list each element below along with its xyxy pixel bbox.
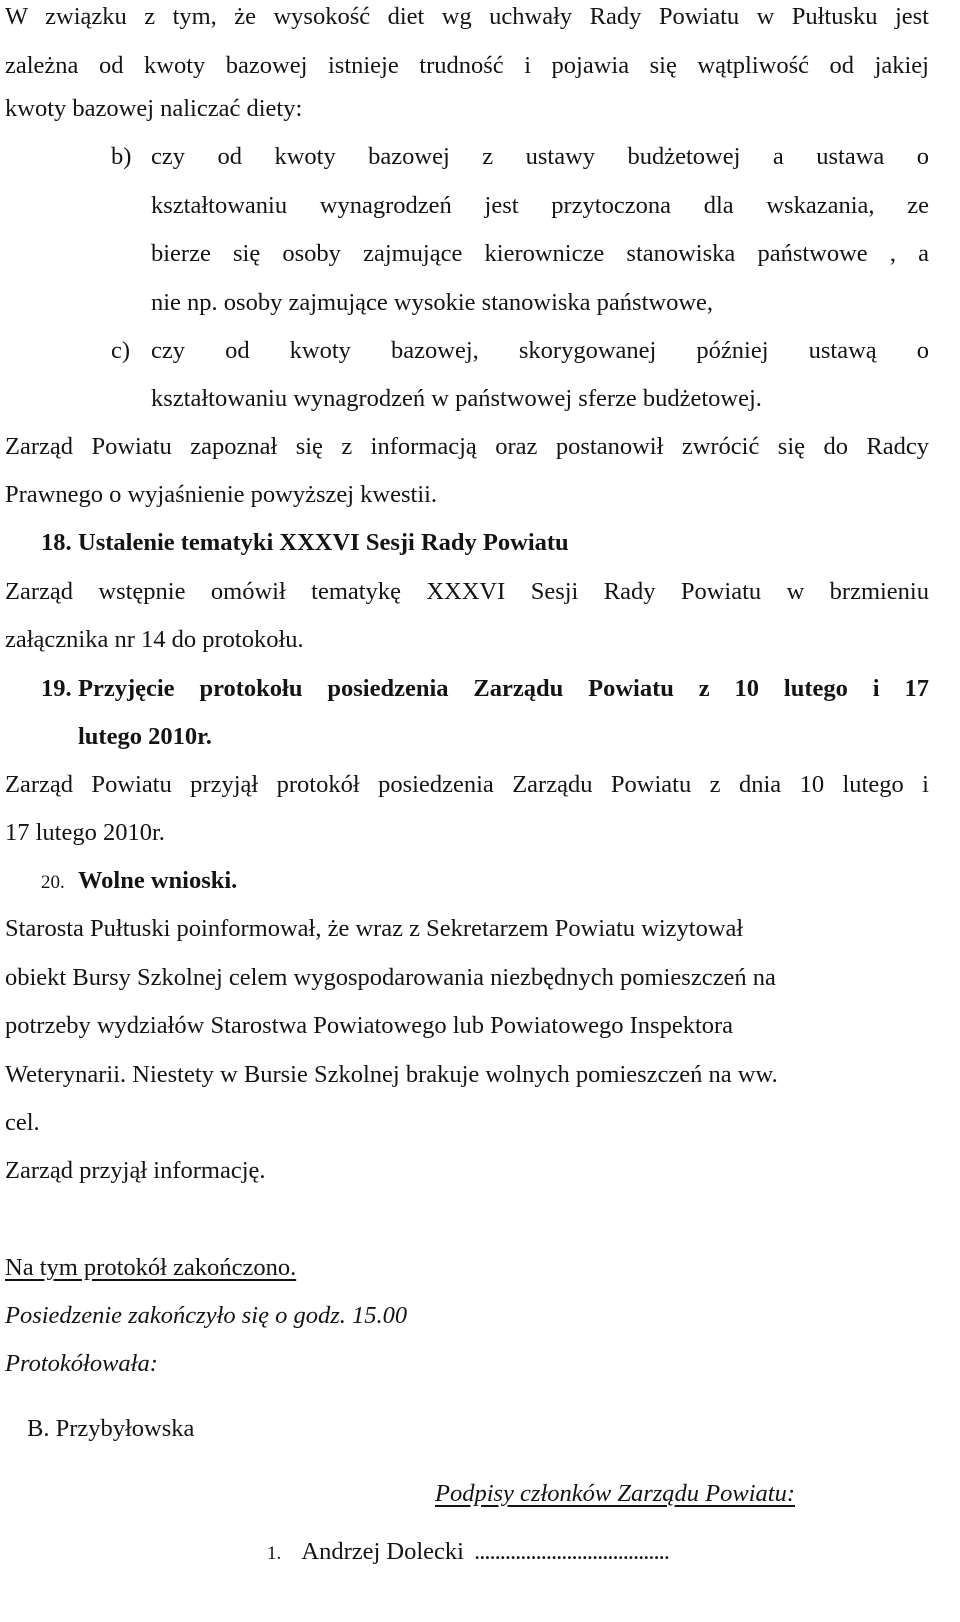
signature-entry [267,1537,929,1569]
list-marker-c: c) [111,337,131,364]
section-19-line-1: Zarząd Powiatu przyjął protokół posiedzenia Zarządu Powiatu z dnia 10 lutego i [5,771,929,798]
section-18-title: Ustalenie tematyki XXXVI Sesji Rady Powiatu [78,529,569,556]
meeting-ended-note: Na tym protokół zakończono. [5,1254,297,1281]
section-20-line-1: Starosta Pułtuski poinformował, że wraz z Sekretarzem Powiatu wizytował [5,915,744,942]
signature-entry-name: Andrzej Dolecki [301,1538,464,1565]
section-19-number: 19. [41,675,72,702]
section-20-number: 20. [41,872,65,893]
section-19-title-line-2: lutego 2010r. [78,723,212,750]
signature-entry-dots: ...................................... [474,1538,669,1565]
section-19-title-line-1: Przyjęcie protokołu posiedzenia Zarządu Powiatu z 10 lutego i 17 [78,675,929,702]
intro-line-2: zależna od kwoty bazowej istnieje trudność i pojawia się wątpliwość od jakiej [5,52,929,79]
section-19-line-2: 17 lutego 2010r. [5,819,165,846]
list-item-c-line-1: czy od kwoty bazowej, skorygowanej później ustawą o [151,337,929,364]
section-20-line-3: potrzeby wydziałów Starostwa Powiatowego lub Powiatowego Inspektora [5,1012,734,1039]
signature-entry-number: 1. [267,1543,282,1564]
section-20-line-5: cel. [5,1109,40,1136]
section-20-line-4: Weterynarii. Niestety w Bursie Szkolnej brakuje wolnych pomieszczeń na ww. [5,1061,778,1088]
list-item-b-line-3: bierze się osoby zajmujące kierownicze stanowiska państwowe , a [151,240,929,267]
list-item-c-line-2: kształtowaniu wynagrodzeń w państwowej sferze budżetowej. [151,385,762,412]
intro-line-3: kwoty bazowej naliczać diety: [5,95,303,122]
list-marker-b: b) [111,143,132,170]
signatures-heading: Podpisy członków Zarządu Powiatu: [435,1480,796,1507]
section-20-line-2: obiekt Bursy Szkolnej celem wygospodarowania niezbędnych pomieszczeń na [5,964,776,991]
list-item-b-line-4: nie np. osoby zajmujące wysokie stanowiska państwowe, [151,289,714,316]
list-item-b-line-2: kształtowaniu wynagrodzeń jest przytoczona dla wskazania, ze [151,192,929,219]
recorder-name: B. Przybyłowska [27,1415,195,1442]
list-item-b-line-1: czy od kwoty bazowej z ustawy budżetowej a ustawa o [151,143,929,170]
section-18-number: 18. [41,529,72,556]
decision-line-2: Prawnego o wyjaśnienie powyższej kwestii. [5,481,438,508]
recorded-by-label: Protokółowała: [5,1350,158,1377]
meeting-end-time: Posiedzenie zakończyło się o godz. 15.00 [5,1302,408,1329]
section-20-title: Wolne wnioski. [78,867,238,894]
decision-line-1: Zarząd Powiatu zapoznał się z informacją oraz postanowił zwrócić się do Radcy [5,433,929,460]
section-18-line-1: Zarząd wstępnie omówił tematykę XXXVI Sesji Rady Powiatu w brzmieniu [5,578,929,605]
section-20-line-6: Zarząd przyjął informację. [5,1157,266,1184]
intro-line-1: W związku z tym, że wysokość diet wg uchwały Rady Powiatu w Pułtusku jest [5,3,929,30]
section-18-line-2: załącznika nr 14 do protokołu. [5,626,304,653]
